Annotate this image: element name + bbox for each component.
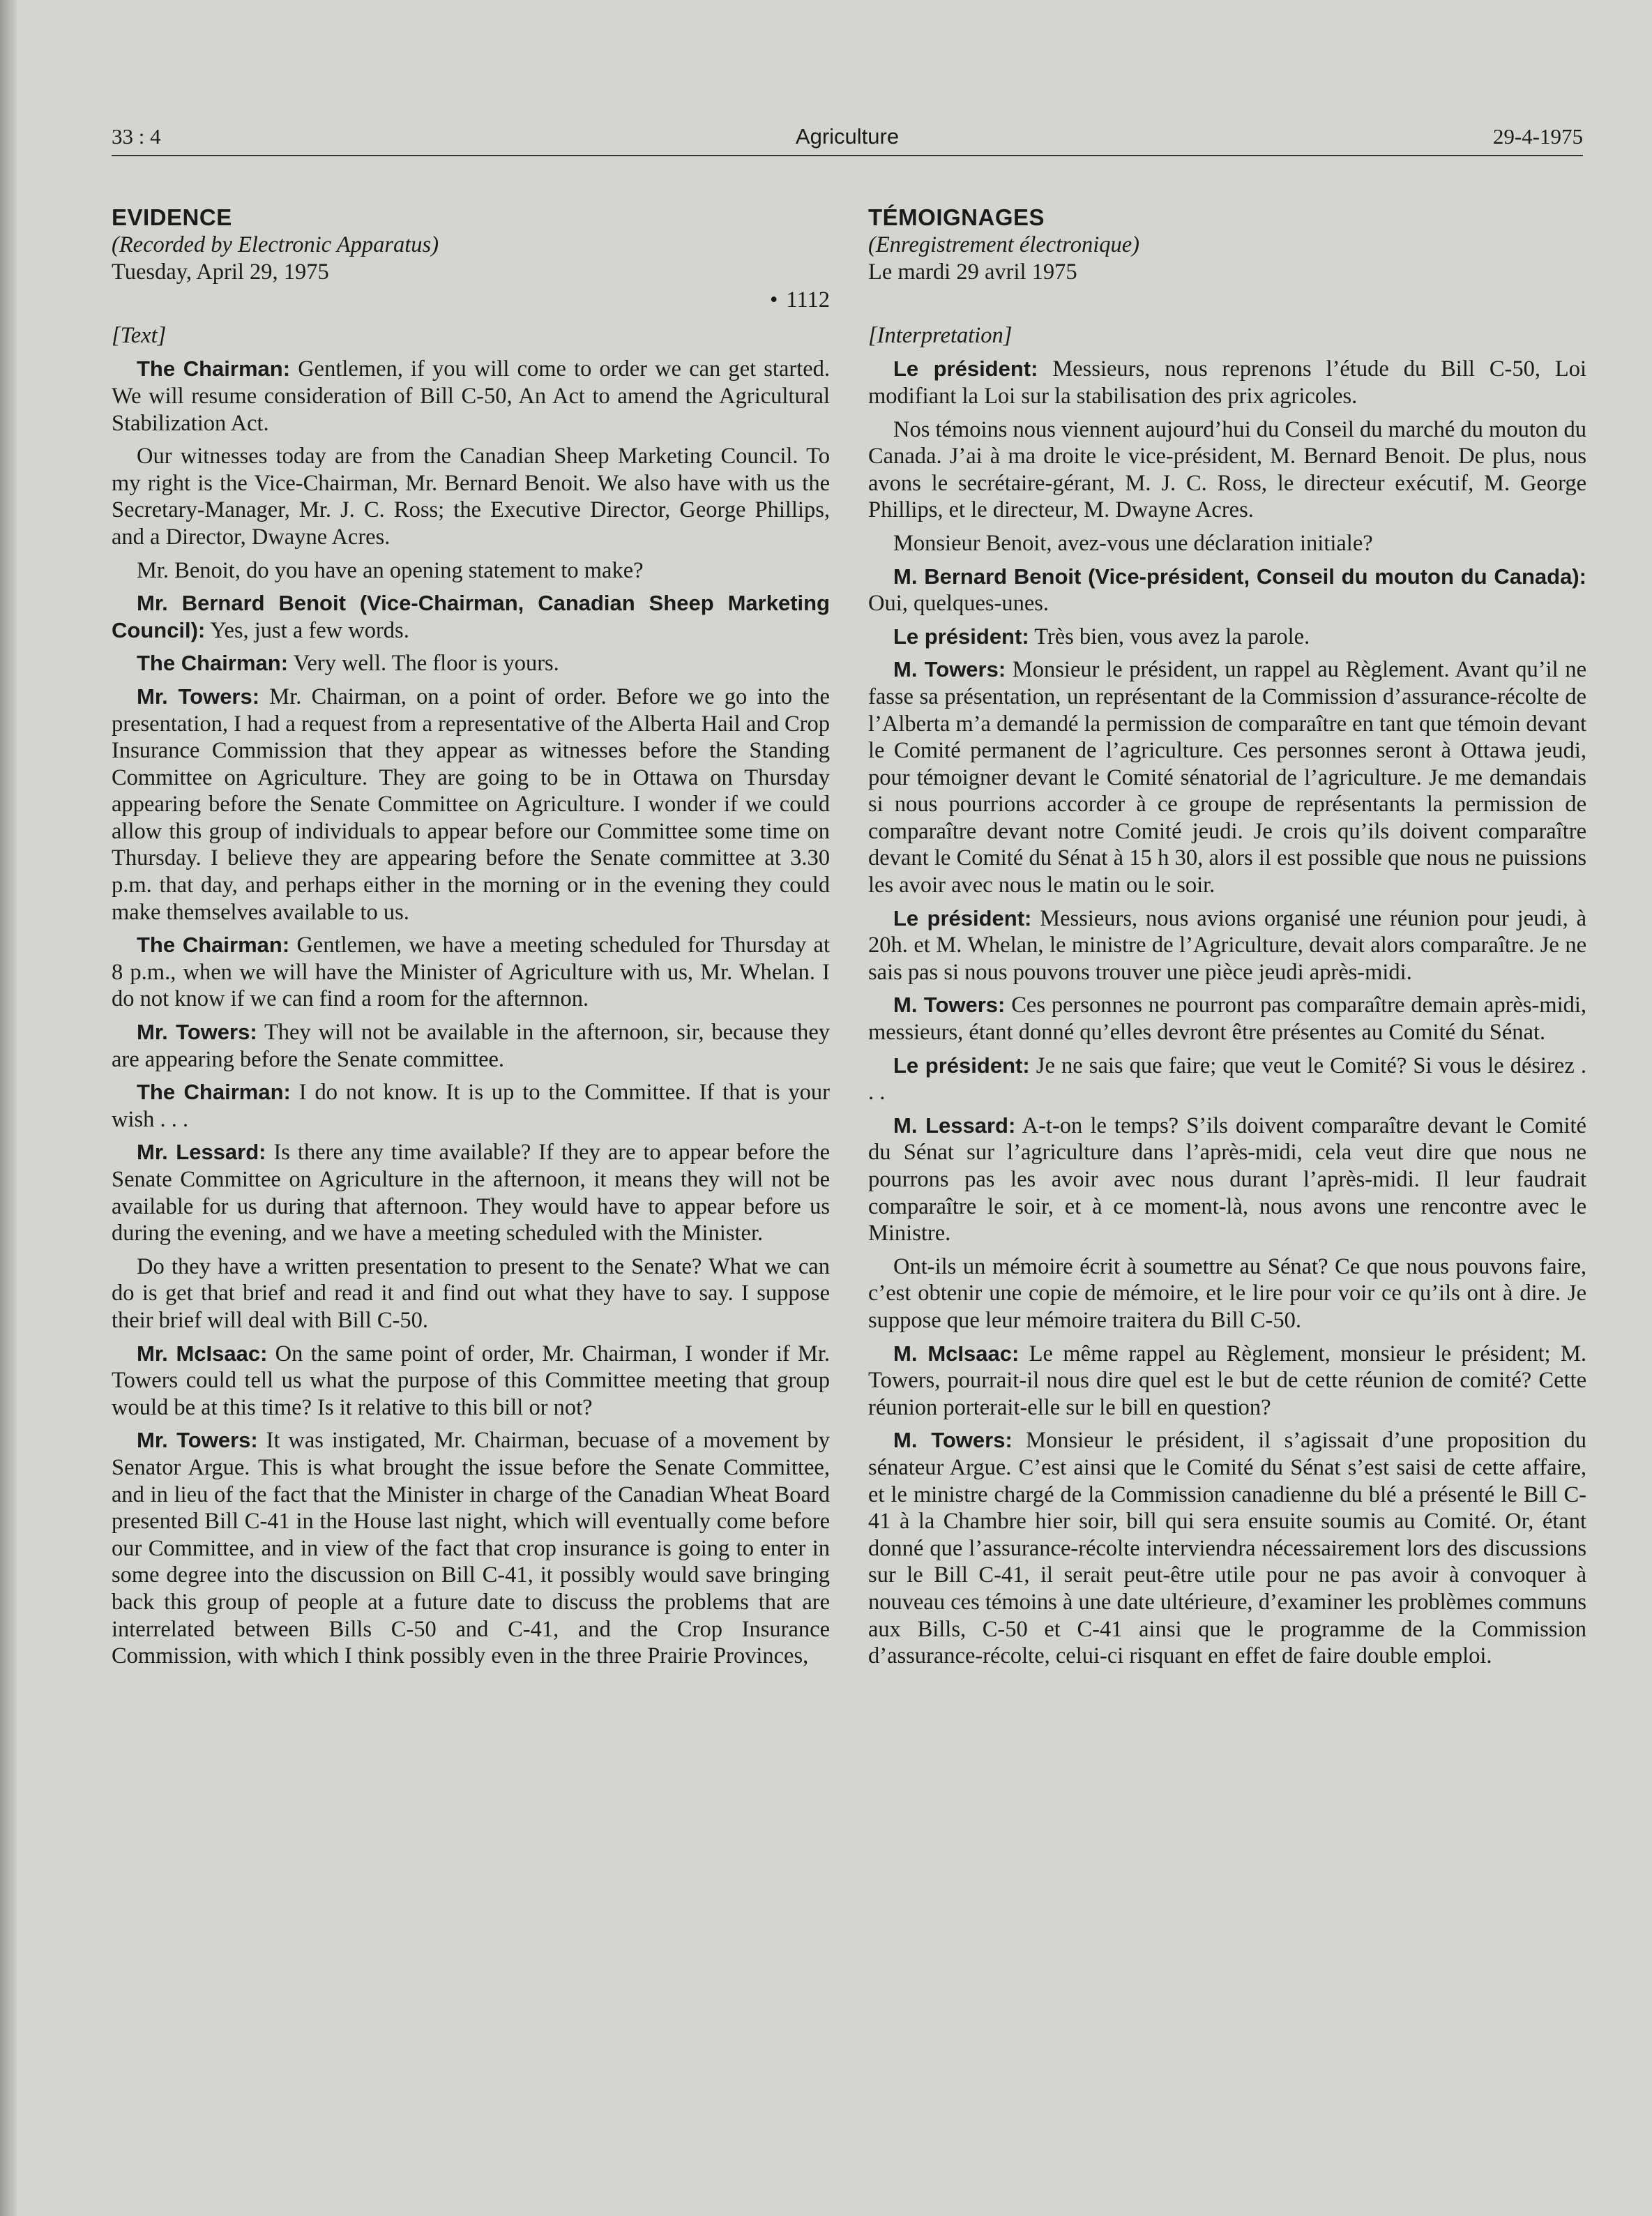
speaker-name: The Chairman: [137,1080,291,1105]
paragraph-text: Mr. Chairman, on a point of order. Before we go into the presentation, I had a request from a representative of the Alberta Hail and Crop Insurance Commission that they appear as witnesses before the Standing Committee on Agriculture. They are going to be in Ottawa on Thursday appearing before the Senate Committee on Agriculture. I wonder if we could allow this group of individuals to appear before our Committee some time on Thursday. I believe they are appearing before the Senate committee at 3.30 p.m. that day, and perhaps either in the morning or in the evening they could make themselves available to us. [112,684,830,925]
bullet-icon: • [770,287,778,313]
paragraph-text: A-t-on le temps? S’ils doivent comparaître devant le Comité du Sénat sur l’agriculture dans l’après-midi, cela veut dire que nous ne pourrons pas les avoir avec nous durant l’après-midi. Il leur faudrait comparaître le soir, et à ce moment-là, nous avons une rencontre avec le Ministre. [868,1113,1586,1246]
binding-shadow [0,0,17,2216]
page-header [112,124,1583,155]
speaker-name: Mr. McIsaac: [137,1341,268,1366]
transcript-paragraph [868,1341,1586,1422]
header-date: 29-4-1975 [1492,124,1583,149]
english-paragraphs [112,356,830,1669]
transcript-paragraph [868,1427,1586,1669]
speaker-name: M. Towers: [893,1428,1013,1453]
sitting-date: Tuesday, April 29, 1975 [112,259,329,285]
paragraph-text: Gentlemen, if you will come to order we can get started. We will resume consideration of Bill C-50, An Act to amend the Agricultural Stabilization Act. [112,356,831,436]
paragraph-text: Do they have a written presentation to present to the Senate? What we can do is get that brief and read it and find out what they have to say. I suppose their brief will deal with Bill C-50. [112,1253,830,1333]
transcript-paragraph [868,905,1586,986]
page-number: 33 : 4 [112,124,161,149]
french-paragraphs [868,356,1586,1669]
transcript-paragraph [112,443,830,550]
paragraph-text: Monsieur le président, il s’agissait d’une proposition du sénateur Argue. C’est ainsi que le Comité du Sénat s’est saisi de cette affaire, et le ministre chargé de la Commission canadienne du blé a présenté le Bill C-41 à la Chambre hier soir, bill qui sera ensuite soumis au Comité. Or, étant donné que l’assurance-récolte interviendra nécessairement lors des discussions sur le Bill C-41, il serait peut-être utile pour ne pas avoir à convoquer à nouveau ces témoins à une date ultérieure, d’examiner les problèmes communs aux Bills, C-50 et C-41 ainsi que le programme de la Commission d’assurance-récolte, celui-ci risquant en effet de faire double emploi. [868,1428,1586,1669]
transcript-paragraph [868,416,1586,524]
paragraph-text: Oui, quelques-unes. [868,591,1049,617]
speaker-name: The Chairman: [137,356,291,382]
transcript-paragraph [868,624,1586,651]
transcript-paragraph [112,356,830,437]
speaker-name: Mr. Towers: [137,684,260,709]
paragraph-text: It was instigated, Mr. Chairman, becuase of a movement by Senator Argue. This is what brought the issue before the Senate Committee, and in lieu of the fact that the Minister in charge of the Canadian Wheat Board presented Bill C-41 in the House last night, which will eventually come before our Committee, and in view of the fact that crop insurance is going to enter in some degree into the discussion on Bill C-41, it possibly would save bringing back this group of people at a future date to discuss the problems that are interrelated between Bills C-50 and C-41, and the Crop Insurance Commission, with which I think possibly even in the three Prairie Provinces, [112,1428,830,1669]
paragraph-text: Monsieur Benoit, avez-vous une déclaration initiale? [893,530,1373,556]
paragraph-text: Yes, just a few words. [210,617,409,643]
transcript-paragraph [868,564,1586,617]
transcript-paragraph [868,1253,1586,1334]
speaker-name: Le président: [893,624,1029,649]
english-column [112,204,830,1676]
speaker-name: The Chairman: [137,651,289,676]
paragraph-text: Gentlemen, we have a meeting scheduled for Thursday at 8 p.m., when we will have the Minister of Agriculture with us, Mr. Whelan. I do not know if we can find a room for the afternnon. [112,933,831,1012]
transcript-paragraph [112,1427,830,1669]
transcript-paragraph [868,530,1586,557]
paragraph-text: On the same point of order, Mr. Chairman, I wonder if Mr. Towers could tell us what the purpose of this Committee meeting that group would be at this time? Is it relative to this bill or not? [112,1341,830,1420]
paragraph-text: Monsieur le président, un rappel au Règlement. Avant qu’il ne fasse sa présentation, un représentant de la Commission d’assurance-récolte de l’Alberta m’a demandé la permission de comparaître en tant que témoin devant le Comité permanent de l’agriculture. Ces personnes seront à Ottawa jeudi, pour témoigner devant le Comité sénatorial de l’agriculture. Je me demandais si nous pourrions accorder à ce groupe de représentants la permission de comparaître devant notre Comité jeudi. Je crois qu’ils doivent comparaître devant le Comité du Sénat à 15 h 30, alors il est possible que nous ne puissions les avoir avec nous le matin ou le soir. [868,657,1587,898]
paragraph-text: They will not be available in the afternoon, sir, because they are appearing before the Senate committee. [112,1020,830,1072]
transcript-paragraph [112,1019,830,1073]
transcript-paragraph [112,1341,830,1422]
speaker-name: M. McIsaac: [893,1341,1020,1366]
interpretation-label: [Interpretation] [868,322,1013,348]
paragraph-text: I do not know. It is up to the Committee. If that is your wish . . . [112,1080,831,1132]
paragraph-text: Messieurs, nous avions organisé une réunion pour jeudi, à 20h. et M. Whelan, le ministre de l’Agriculture, devait alors comparaître. Je ne sais pas si nous pouvons trouver une pièce jeudi après-midi. [868,905,1586,985]
transcript-paragraph [112,932,830,1013]
sitting-date-fr: Le mardi 29 avril 1975 [868,259,1077,285]
transcript-paragraph [112,684,830,926]
speaker-name: Mr. Lessard: [137,1140,266,1165]
paragraph-text: Ont-ils un mémoire écrit à soumettre au Sénat? Ce que nous pouvons faire, c’est obtenir une copie de mémoire, et le lire pour voir ce qu’ils ont à dire. Je suppose que leur mémoire traitera du Bill C-50. [868,1253,1586,1333]
paragraph-text: Le même rappel au Règlement, monsieur le président; M. Towers, pourrait-il nous dire quel est le but de cette réunion de comité? Cette réunion porterait-elle sur le bill en question? [868,1341,1586,1420]
running-title: Agriculture [795,124,900,149]
speaker-name: Le président: [893,356,1038,382]
transcript-paragraph [112,1079,830,1133]
transcript-paragraph [112,557,830,585]
speaker-name: M. Towers: [893,993,1006,1018]
paragraph-text: Je ne sais que faire; que veut le Comité? Si vous le désirez . . . [868,1053,1586,1106]
french-column [868,204,1586,1676]
header-rule [112,155,1583,156]
transcript-paragraph [868,992,1586,1046]
transcript-paragraph [868,1113,1586,1247]
paragraph-text: Our witnesses today are from the Canadian Sheep Marketing Council. To my right is the Vice-Chairman, Mr. Bernard Benoit. We also have with us the Secretary-Manager, Mr. J. C. Ross; the Executive Director, George Phillips, and a Director, Dwayne Acres. [112,444,830,550]
transcript-paragraph [868,1053,1586,1106]
paragraph-text: Nos témoins nous viennent aujourd’hui du Conseil du marché du mouton du Canada. J’ai à ma droite le vice-président, M. Bernard Benoit. De plus, nous avons le secrétaire-gérant, M. J. C. Ross, le directeur exécutif, M. George Phillips, et le directeur, M. Dwayne Acres. [868,416,1586,523]
transcript-paragraph [868,356,1586,409]
timecode [112,287,830,314]
paragraph-text: Très bien, vous avez la parole. [1034,624,1310,649]
speaker-name: Le président: [893,1053,1030,1078]
recorded-note: (Recorded by Electronic Apparatus) [112,232,439,257]
text-label: [Text] [112,322,167,348]
speaker-name: Mr. Towers: [137,1428,258,1453]
temoignages-heading: TÉMOIGNAGES [868,204,1045,230]
speaker-name: Mr. Bernard Benoit (Vice-Chairman, Canadian Sheep Marketing Council): [112,591,830,642]
speaker-name: Mr. Towers: [137,1020,257,1045]
transcript-paragraph [112,1253,830,1334]
speaker-name: M. Lessard: [893,1113,1016,1138]
paragraph-text: Mr. Benoit, do you have an opening statement to make? [137,557,644,583]
timecode-value: 1112 [786,287,830,313]
speaker-name: Le président: [893,905,1032,930]
paragraph-text: Is there any time available? If they are to appear before the Senate Committee on Agriculture in the afternoon, it means they will not be available for us during that afternoon. They would have to appear before us during the evening, and we have a meeting scheduled with the Minister. [112,1140,831,1246]
paragraph-text: Ces personnes ne pourront pas comparaître demain après-midi, messieurs, étant donné qu’elles devront être présentes au Comité du Sénat. [868,993,1587,1046]
paragraph-text: Very well. The floor is yours. [293,651,559,677]
speaker-name: M. Towers: [893,657,1006,682]
recorded-note-fr: (Enregistrement électronique) [868,232,1139,257]
transcript-paragraph [112,1139,830,1246]
speaker-name: M. Bernard Benoit (Vice-président, Conseil du mouton du Canada): [893,564,1586,589]
transcript-paragraph [112,650,830,677]
evidence-heading: EVIDENCE [112,204,232,230]
transcript-paragraph [868,656,1586,898]
paragraph-text: Messieurs, nous reprenons l’étude du Bill C-50, Loi modifiant la Loi sur la stabilisation des prix agricoles. [868,356,1586,409]
speaker-name: The Chairman: [137,933,290,958]
transcript-paragraph [112,590,830,644]
